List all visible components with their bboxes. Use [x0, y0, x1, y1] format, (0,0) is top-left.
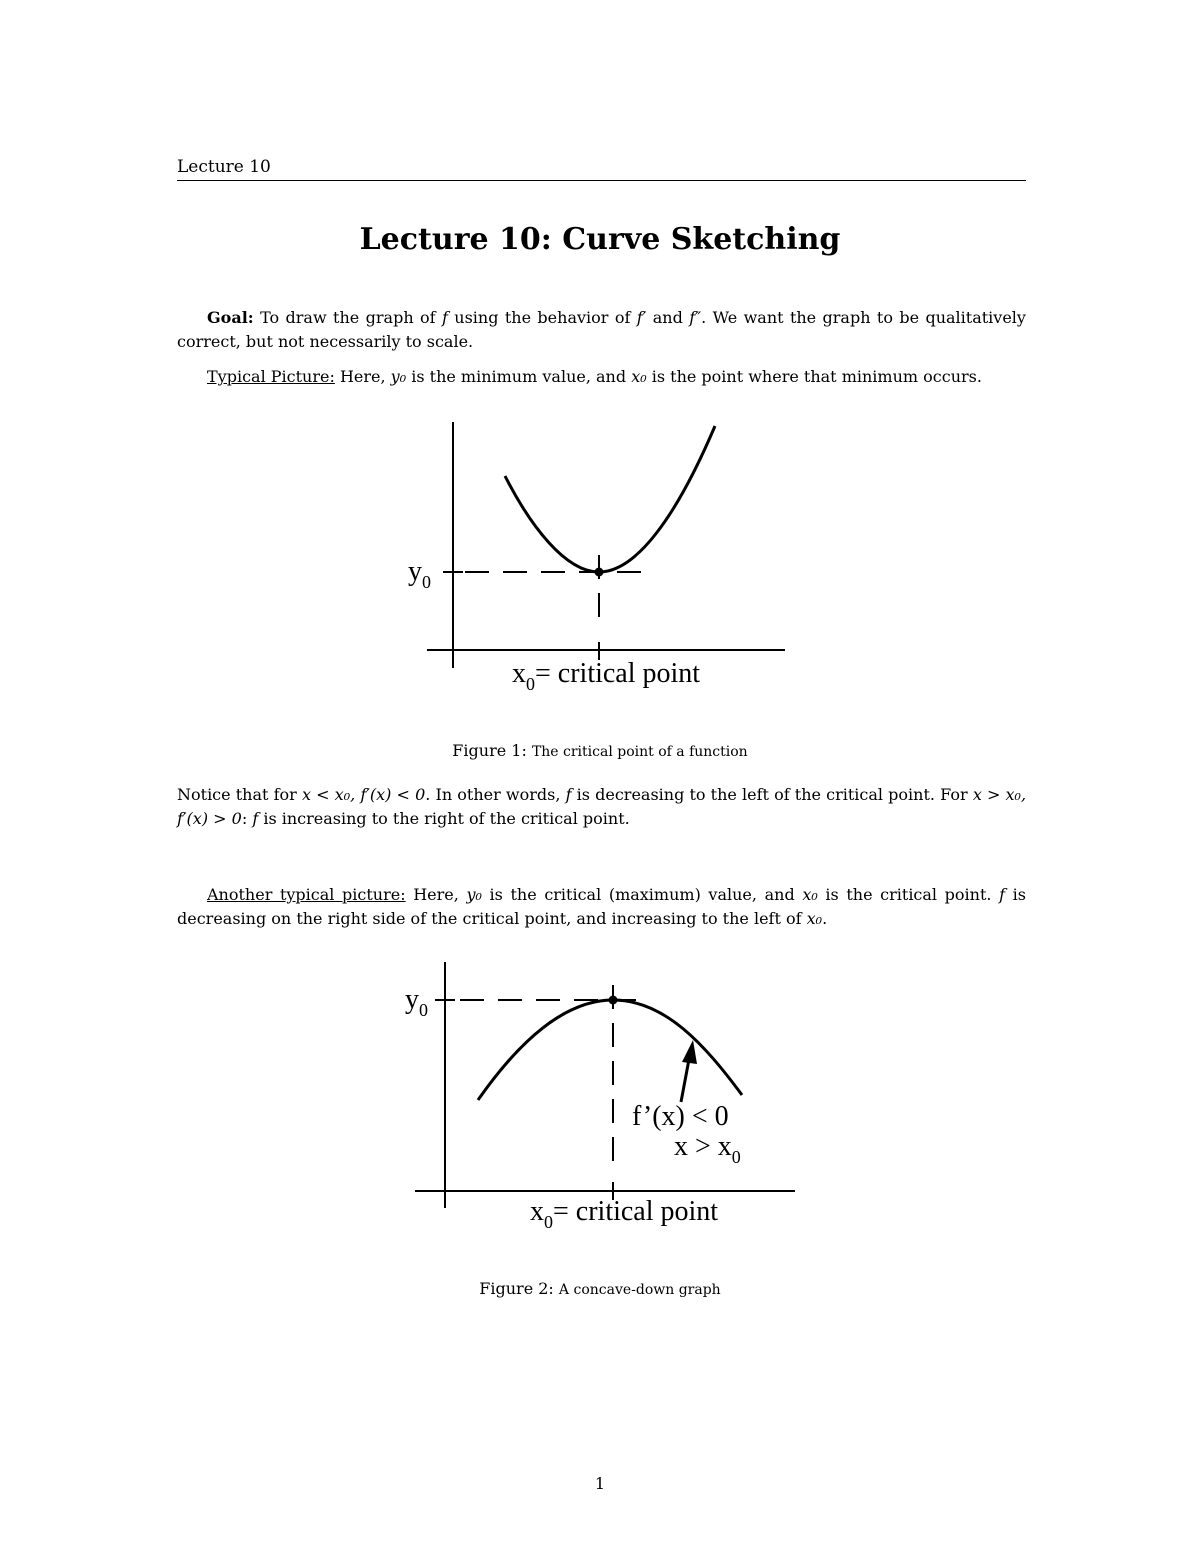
minimum-point — [595, 568, 604, 577]
notice-text-5: : — [241, 809, 248, 828]
goal-text-2: using the behavior of — [454, 308, 631, 327]
notice-text-3: is decreasing to the left of the critical point. — [576, 785, 935, 804]
notice-f-1: f — [565, 785, 572, 804]
goal-text-3: and — [652, 308, 683, 327]
notice-text-6: is increasing to the right of the critical point. — [263, 809, 630, 828]
goal-f-prime: f′ — [636, 308, 647, 327]
figure-1-graph — [380, 410, 810, 710]
page-title: Lecture 10: Curve Sketching — [359, 222, 841, 257]
y0-label: $y_0$ — [405, 984, 428, 1020]
another-text-3: is the critical point. — [825, 885, 992, 904]
figure-2-caption — [0, 1279, 1200, 1298]
maximum-point — [609, 996, 618, 1005]
notice-text-4: For — [940, 785, 968, 804]
another-x0-end: x₀ — [806, 909, 823, 928]
x0-critical-point-label: $x_0=$ critical point — [512, 658, 701, 694]
notice-text-2: . In other words, — [425, 785, 561, 804]
goal-f: f — [441, 308, 448, 327]
notice-f-2: f — [252, 809, 259, 828]
goal-paragraph — [177, 306, 1026, 354]
another-text-1: Here, — [413, 885, 459, 904]
typical-picture-label: Typical Picture: — [207, 367, 335, 386]
parabola-curve — [505, 426, 715, 572]
figure-1-caption — [0, 741, 1200, 760]
notice-text-1: Notice that for — [177, 785, 297, 804]
another-x0: x₀ — [802, 885, 818, 904]
slope-arrow-head — [682, 1040, 697, 1064]
typical-x0: x₀ — [631, 367, 647, 386]
notice-condition-1: x < x₀, f′(x) < 0 — [301, 785, 426, 804]
another-text-5: . — [822, 909, 828, 928]
x0-critical-point-label: $x_0=$ critical point — [530, 1196, 719, 1232]
derivative-negative-label: f’(x) < 0 — [632, 1101, 729, 1132]
figure-2-graph — [380, 950, 820, 1250]
typical-text-3: is the point where that minimum occurs. — [651, 367, 982, 386]
goal-label: Goal: — [207, 308, 254, 327]
another-picture-paragraph — [177, 883, 1026, 931]
another-picture-label: Another typical picture: — [207, 885, 406, 904]
concave-down-curve — [478, 1000, 742, 1100]
figure-2-caption-text: A concave-down graph — [558, 1282, 721, 1298]
goal-text-1: To draw the graph of — [260, 308, 436, 327]
header-rule — [177, 180, 1026, 181]
page-number: 1 — [594, 1474, 606, 1493]
goal-f-double-prime: f″ — [689, 308, 702, 327]
typical-picture-paragraph — [177, 365, 1026, 389]
typical-text-1: Here, — [339, 367, 386, 386]
another-text-2: is the critical (maximum) value, and — [489, 885, 795, 904]
notice-condition-2: x > x₀, f′(x) > 0 — [177, 785, 1027, 828]
y0-label: $y_0$ — [408, 556, 431, 592]
another-y0: y₀ — [466, 885, 482, 904]
figure-1-caption-text: The critical point of a function — [531, 744, 748, 760]
typical-text-2: is the minimum value, and — [411, 367, 627, 386]
goal-text-4: . We want the graph to be qualitatively correct, but not necessarily to scale. — [177, 308, 1026, 351]
another-text-4: is decreasing on the right side of the critical point, and increasing to the left of — [177, 885, 1026, 928]
figure-2-caption-label: Figure 2: — [479, 1279, 554, 1298]
another-f: f — [999, 885, 1006, 904]
typical-y0: y₀ — [390, 367, 407, 386]
figure-1-caption-label: Figure 1: — [452, 741, 527, 760]
x-greater-than-x0-label: $x > x_0$ — [674, 1131, 741, 1167]
running-head: Lecture 10 — [177, 157, 271, 177]
notice-paragraph — [177, 783, 1026, 831]
